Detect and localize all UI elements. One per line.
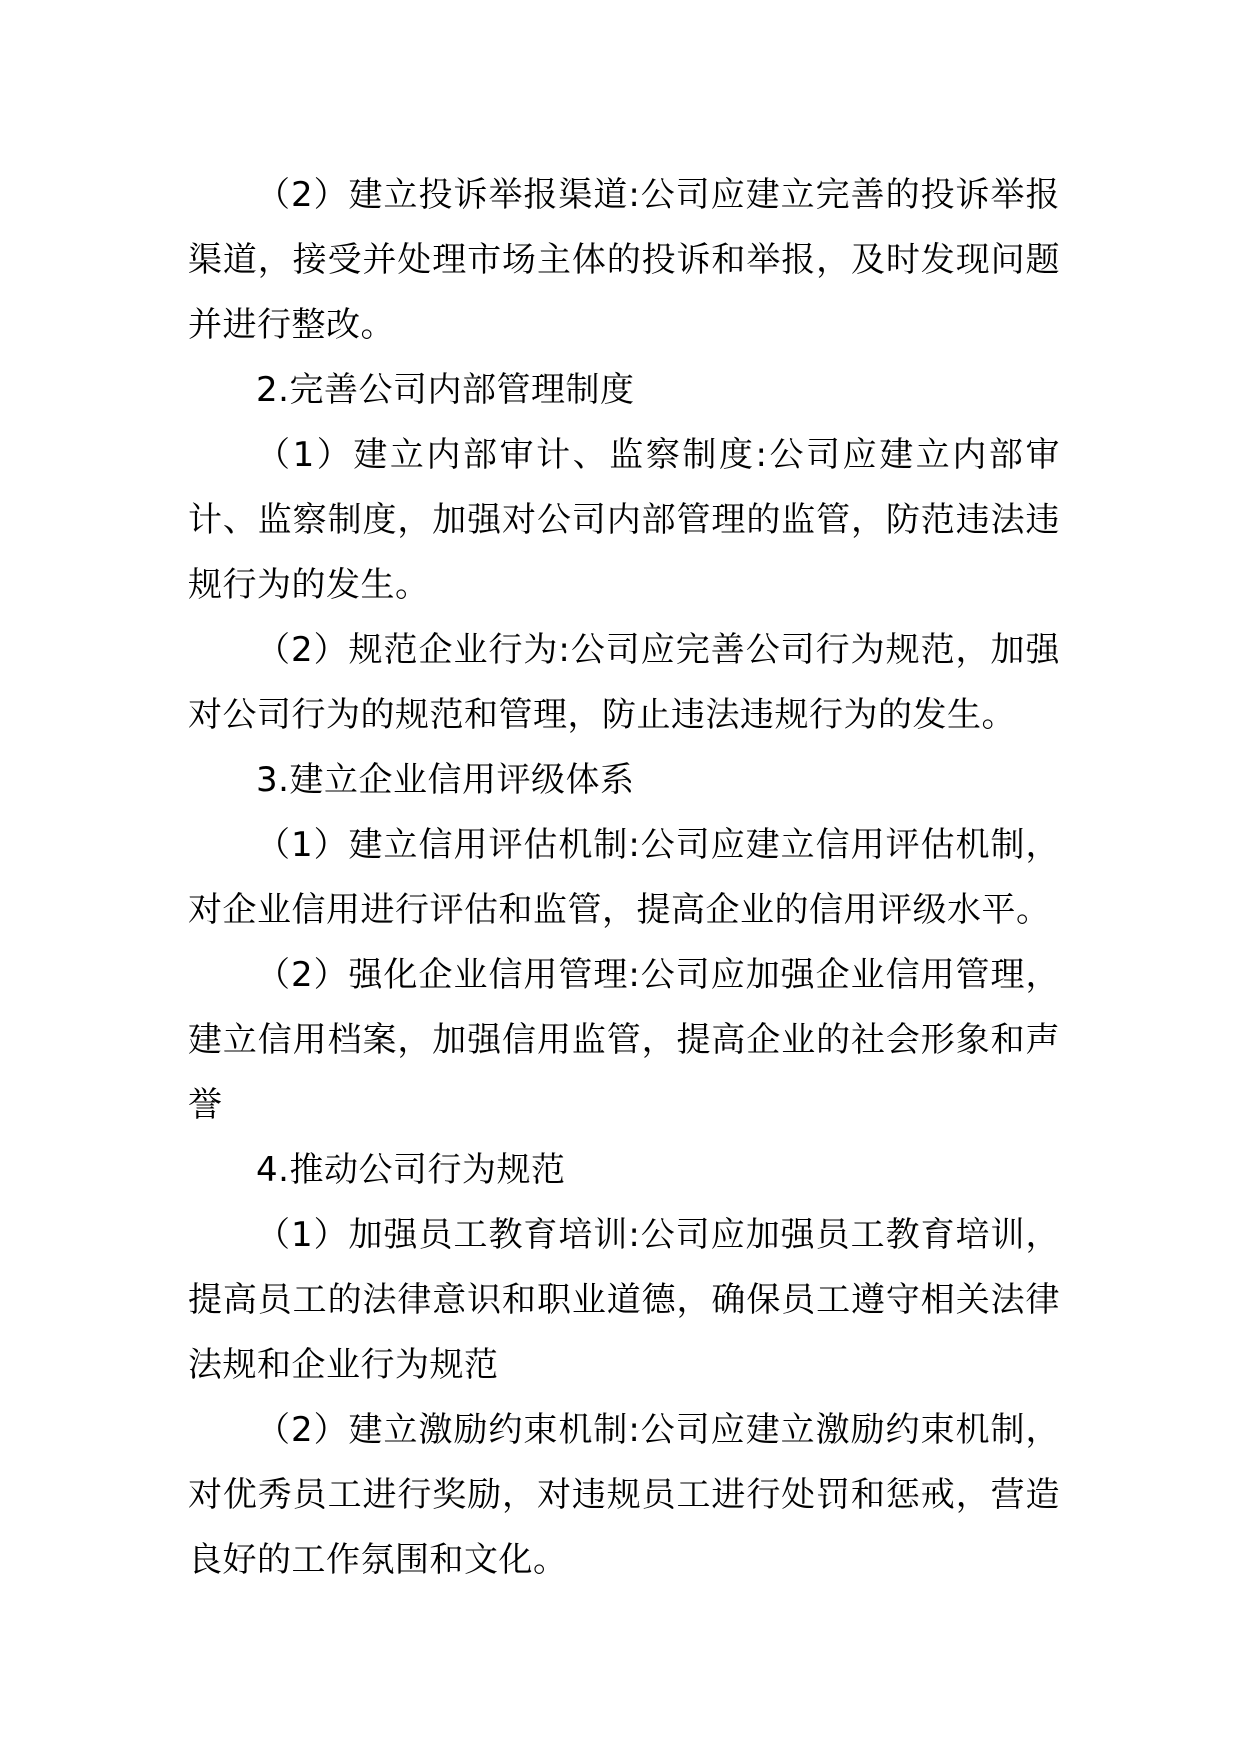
paragraph-employee-training: （1）加强员工教育培训:公司应加强员工教育培训，提高员工的法律意识和职业道德，确保员工遵守相关法律法规和企业行为规范 bbox=[188, 1215, 1060, 1385]
section-heading-internal-management: 2.完善公司内部管理制度 bbox=[256, 370, 635, 410]
paragraph-complaint-channel: （2）建立投诉举报渠道:公司应建立完善的投诉举报渠道，接受并处理市场主体的投诉和举报，及时发现问题并进行整改。 bbox=[188, 175, 1060, 345]
document-body bbox=[188, 163, 1060, 1593]
paragraph-regulate-behavior: （2）规范企业行为:公司应完善公司行为规范，加强对公司行为的规范和管理，防止违法违规行为的发生。 bbox=[188, 630, 1060, 735]
paragraph-credit-assessment: （1）建立信用评估机制:公司应建立信用评估机制，对企业信用进行评估和监管，提高企业的信用评级水平。 bbox=[188, 825, 1060, 930]
section-heading-credit-rating: 3.建立企业信用评级体系 bbox=[256, 760, 635, 800]
section-heading-conduct-standards: 4.推动公司行为规范 bbox=[256, 1150, 566, 1190]
paragraph-credit-management: （2）强化企业信用管理:公司应加强企业信用管理，建立信用档案，加强信用监管，提高企业的社会形象和声誉 bbox=[188, 955, 1060, 1125]
paragraph-audit-supervision: （1）建立内部审计、监察制度:公司应建立内部审计、监察制度，加强对公司内部管理的监管，防范违法违规行为的发生。 bbox=[188, 435, 1060, 605]
paragraph-incentive-mechanism: （2）建立激励约束机制:公司应建立激励约束机制，对优秀员工进行奖励，对违规员工进行处罚和惩戒，营造良好的工作氛围和文化。 bbox=[188, 1410, 1060, 1580]
